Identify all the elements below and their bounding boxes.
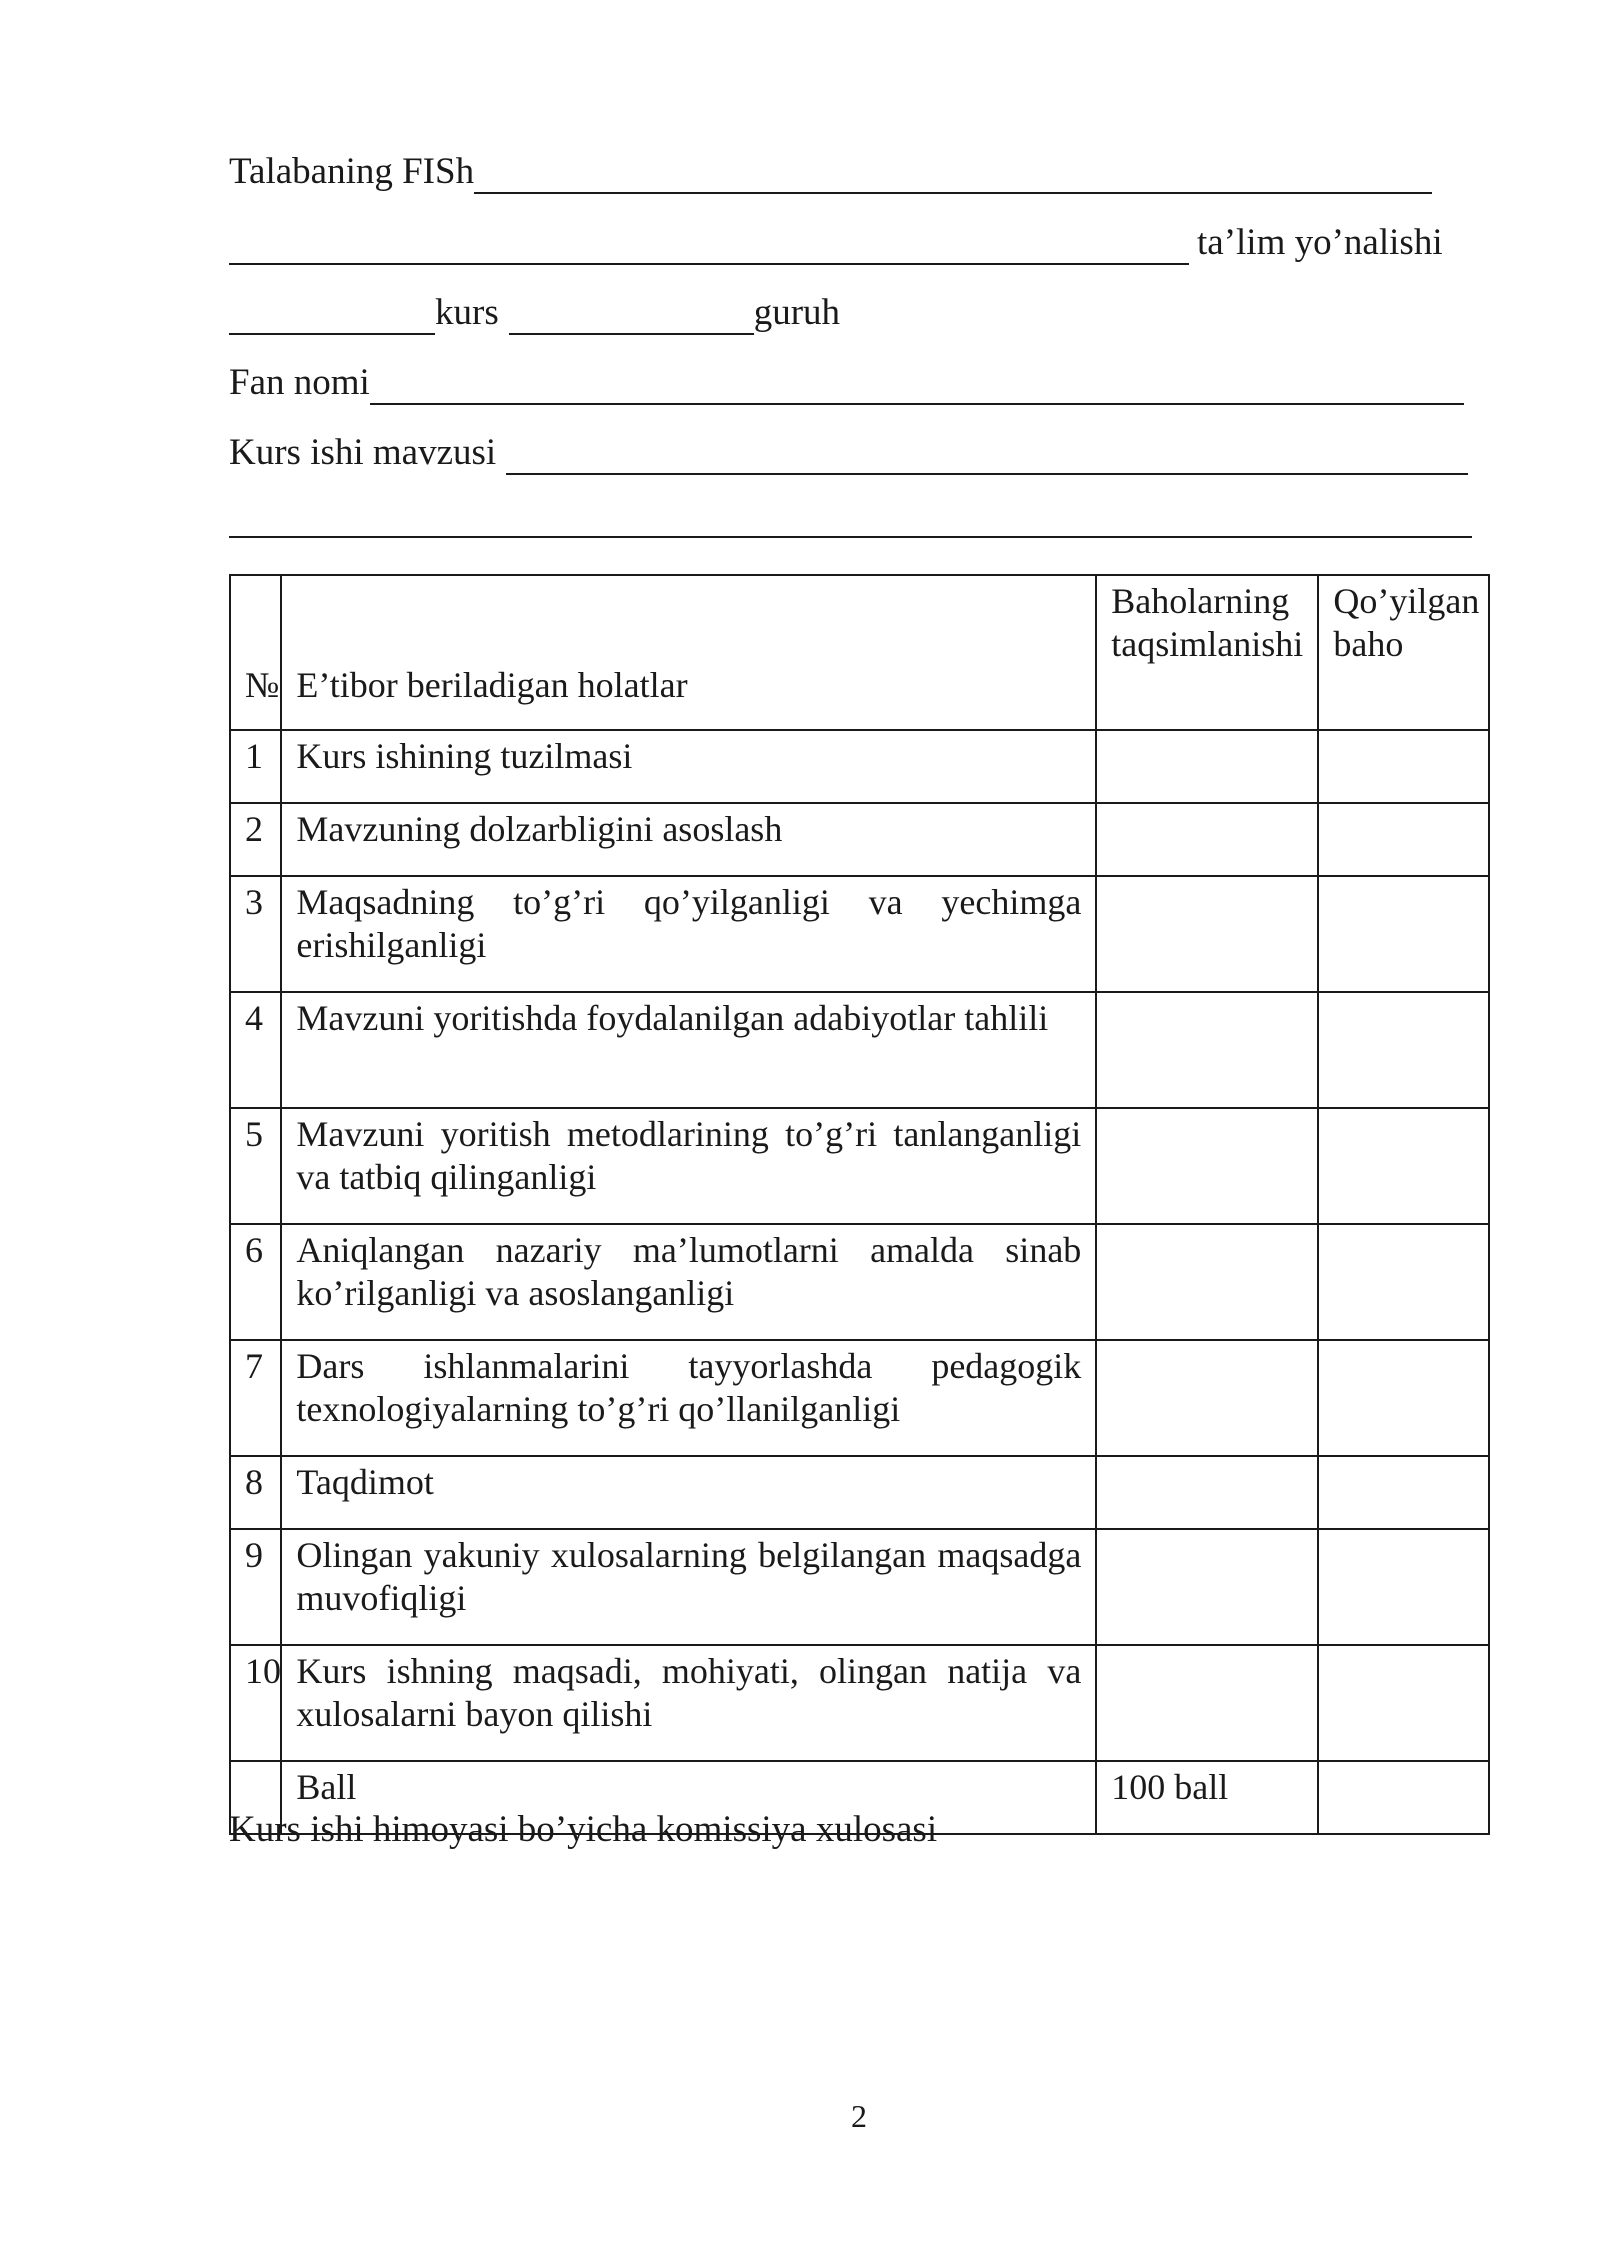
total-label: Ball (281, 1761, 1096, 1834)
row-score-cell[interactable] (1318, 1224, 1489, 1340)
course-label: kurs (435, 292, 499, 333)
header-score: Qo’yilgan baho (1318, 575, 1489, 730)
table-row (230, 1340, 1489, 1456)
row-num: 1 (230, 730, 281, 803)
topic-label: Kurs ishi mavzusi (229, 432, 497, 473)
table-header-row (230, 575, 1489, 730)
student-name-field[interactable] (474, 156, 1432, 194)
row-criteria: Aniqlangan nazariy ma’lumotlarni amalda sinab ko’rilganligi va asoslanganligi (281, 1224, 1096, 1340)
direction-field[interactable] (229, 227, 1189, 265)
row-num: 9 (230, 1529, 281, 1645)
table-row (230, 1645, 1489, 1761)
commission-conclusion-label: Kurs ishi himoyasi bo’yicha komissiya xulosasi (229, 1809, 938, 1850)
row-score-cell[interactable] (1318, 1645, 1489, 1761)
row-criteria: Kurs ishning maqsadi, mohiyati, olingan natija va xulosalarni bayon qilishi (281, 1645, 1096, 1761)
row-score-cell[interactable] (1318, 803, 1489, 876)
table-row (230, 876, 1489, 992)
header-num: № (230, 575, 281, 730)
row-score-cell[interactable] (1318, 876, 1489, 992)
table-row (230, 1224, 1489, 1340)
page-number: 2 (851, 2098, 867, 2134)
direction-label: ta’lim yo’nalishi (1197, 222, 1443, 263)
direction-line (229, 221, 1443, 265)
row-score-cell[interactable] (1318, 730, 1489, 803)
total-score-cell[interactable] (1318, 1761, 1489, 1834)
row-num: 7 (230, 1340, 281, 1456)
subject-line (229, 361, 1464, 405)
row-criteria: Olingan yakuniy xulosalarning belgilangan maqsadga muvofiqligi (281, 1529, 1096, 1645)
row-num: 6 (230, 1224, 281, 1340)
row-score-cell[interactable] (1318, 1108, 1489, 1224)
row-criteria: Mavzuni yoritish metodlarining to’g’ri tanlanganligi va tatbiq qilinganligi (281, 1108, 1096, 1224)
row-distribution-cell[interactable] (1096, 1645, 1318, 1761)
row-num: 2 (230, 803, 281, 876)
row-score-cell[interactable] (1318, 1340, 1489, 1456)
course-field[interactable] (229, 297, 435, 335)
table-row (230, 1529, 1489, 1645)
row-distribution-cell[interactable] (1096, 730, 1318, 803)
topic-line (229, 431, 1468, 475)
table-row (230, 1456, 1489, 1529)
row-criteria: Maqsadning to’g’ri qo’yilganligi va yechimga erishilganligi (281, 876, 1096, 992)
row-score-cell[interactable] (1318, 992, 1489, 1108)
row-num: 10 (230, 1645, 281, 1761)
table-row (230, 992, 1489, 1108)
group-label: guruh (753, 292, 841, 333)
total-distribution: 100 ball (1096, 1761, 1318, 1834)
student-name-line (229, 150, 1432, 194)
student-name-label: Talabaning FISh (229, 151, 475, 192)
row-criteria: Mavzuni yoritishda foydalanilgan adabiyotlar tahlili (281, 992, 1096, 1108)
course-group-line (229, 291, 840, 335)
row-num: 3 (230, 876, 281, 992)
row-distribution-cell[interactable] (1096, 1456, 1318, 1529)
row-distribution-cell[interactable] (1096, 1340, 1318, 1456)
topic-field[interactable] (506, 437, 1468, 475)
row-num: 4 (230, 992, 281, 1108)
subject-label: Fan nomi (229, 362, 370, 403)
row-criteria: Mavzuning dolzarbligini asoslash (281, 803, 1096, 876)
row-criteria: Kurs ishining tuzilmasi (281, 730, 1096, 803)
table-row (230, 803, 1489, 876)
row-score-cell[interactable] (1318, 1456, 1489, 1529)
row-criteria: Taqdimot (281, 1456, 1096, 1529)
row-distribution-cell[interactable] (1096, 1224, 1318, 1340)
evaluation-table (229, 574, 1490, 1835)
subject-field[interactable] (370, 367, 1464, 405)
row-distribution-cell[interactable] (1096, 992, 1318, 1108)
row-distribution-cell[interactable] (1096, 876, 1318, 992)
row-distribution-cell[interactable] (1096, 803, 1318, 876)
row-criteria: Dars ishlanmalarini tayyorlashda pedagogik texnologiyalarning to’g’ri qo’llanilganligi (281, 1340, 1096, 1456)
group-field[interactable] (509, 297, 754, 335)
row-distribution-cell[interactable] (1096, 1529, 1318, 1645)
row-num: 8 (230, 1456, 281, 1529)
header-distribution: Baholarning taqsimlanishi (1096, 575, 1318, 730)
table-row (230, 730, 1489, 803)
row-score-cell[interactable] (1318, 1529, 1489, 1645)
row-distribution-cell[interactable] (1096, 1108, 1318, 1224)
row-num: 5 (230, 1108, 281, 1224)
header-criteria: E’tibor beriladigan holatlar (281, 575, 1096, 730)
table-row (230, 1108, 1489, 1224)
topic-field-continuation[interactable] (229, 500, 1472, 538)
